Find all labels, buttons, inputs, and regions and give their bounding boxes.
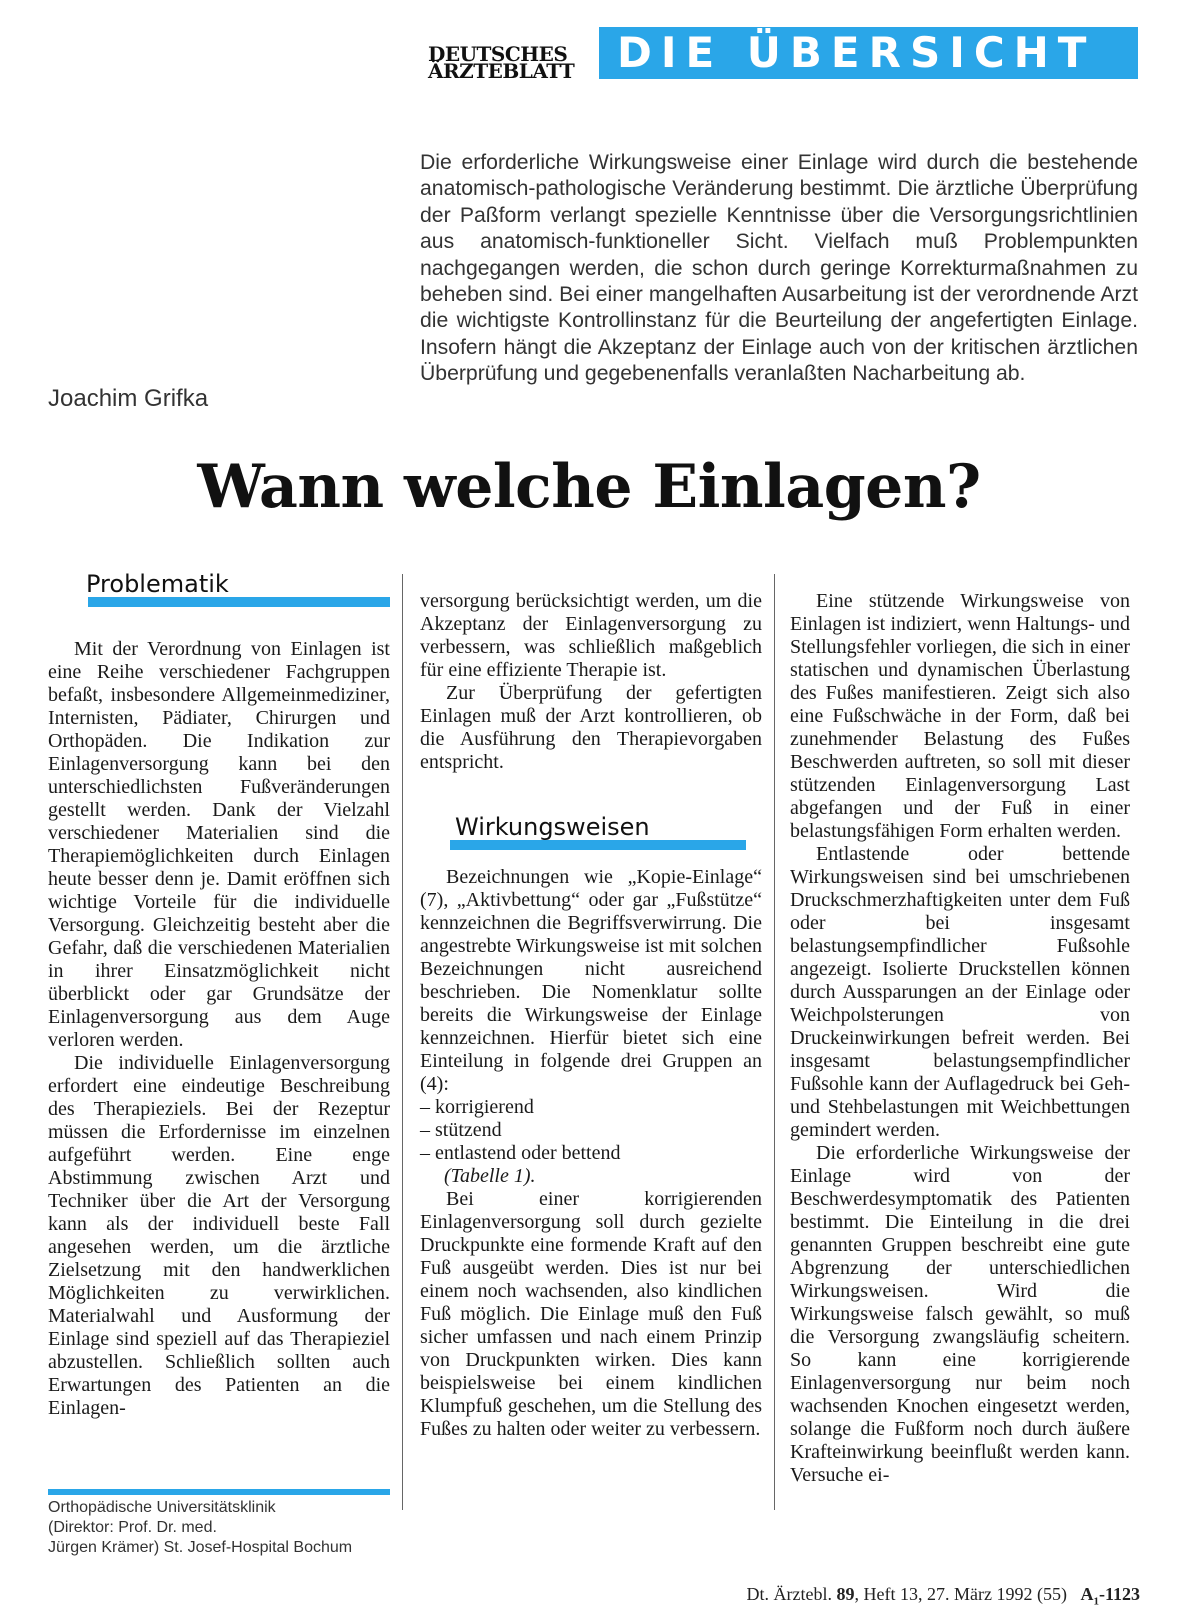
author-name: Joachim Grifka bbox=[48, 385, 209, 412]
footer-volume: 89 bbox=[836, 1584, 855, 1604]
col1-paragraph-1: Mit der Verordnung von Einlagen ist eine Reihe verschiedener Fachgruppen befaßt, insbesondere Allgemeinmediziner, Internisten, Pädiater, Chirurgen und Orthopäden. Die Indikation zur Einlagenversorgung kann bei den unterschiedlichsten Fußveränderungen gestellt werden. Dank der Vielzahl verschiedener Materialien sind die Therapiemöglichkeiten durch Einlagen heute besser denn je. Damit eröffnen sich wichtige Vorteile für die individuelle Versorgung. Gleichzeitig besteht aber die Gefahr, daß die verschiedenen Materialien in ihrer Einsatzmöglichkeit nicht überblickt oder gar Grundsätze der Einlagenversorgung aus dem Auge verloren werden. bbox=[48, 638, 390, 1051]
journal-logo bbox=[428, 42, 588, 83]
author-affiliation bbox=[48, 1498, 408, 1558]
col3-paragraph-1: Eine stützende Wirkungsweise von Einlagen ist indiziert, wenn Haltungs- und Stellungsfehler vorliegen, die sich in einer statischen und dynamischen Überlastung des Fußes manifestieren. Zeigt sich also eine Fußschwäche in der Form, daß bei zunehmender Belastung des Fußes Beschwerden auftreten, so soll mit dieser stützenden Einlagenversorgung Last abgefangen und der Fuß in einer belastungsfähigen Form erhalten werden. bbox=[790, 590, 1130, 842]
problematik-heading: Problematik bbox=[86, 570, 229, 598]
footer-page-number: $A_1-1123$ bbox=[1080, 1584, 1140, 1608]
footer-journal: Dt. Ärztebl. bbox=[746, 1584, 833, 1604]
col3-paragraph-2: Entlastende oder bettende Wirkungsweisen sind bei umschriebenen Druckschmerzhaftigkeiten unter dem Fuß oder bei insgesamt belastungsempfindlicher Fußsohle angezeigt. Isolierte Druckstellen können durch Aussparungen an der Einlage oder Weichpolsterungen von Druckeinwirkungen befreit werden. Bei insgesamt belastungsempfindlicher Fußsohle kann der Auflagedruck bei Geh- und Stehbelastungen mit Weichbettungen gemindert werden. bbox=[790, 843, 1130, 1141]
col2-paragraph-3: Bezeichnungen wie „Kopie-Einlage“ (7), „Aktivbettung“ oder gar „Fußstütze“ kennzeichnen die Begriffsverwirrung. Die angestrebte Wirkungsweise ist mit solchen Bezeichnungen nicht ausreichend beschrieben. Die Nomenklatur sollte bereits die Wirkungsweise der Einlage kennzeichnen. Hierfür bietet sich eine Einteilung in folgende drei Gruppen an (4): bbox=[420, 866, 762, 1095]
list-item-entlastend: – entlastend oder bettend bbox=[420, 1142, 621, 1164]
table-reference: (Tabelle 1). bbox=[444, 1165, 536, 1187]
abstract-text: Die erforderliche Wirkungsweise einer Einlage wird durch die bestehende anatomisch-pathologische Veränderung bestimmt. Die ärztliche Überprüfung der Paßform verlangt spezielle Kenntnisse über die Versorgungsrichtlinien aus anatomisch-funktioneller Sicht. Vielfach muß Problempunkten nachgegangen werden, die schon durch geringe Korrekturmaßnahmen zu beheben sind. Bei einer mangelhaften Ausarbeitung ist der verordnende Arzt die wichtigste Kontrollinstanz für die Beurteilung der angefertigten Einlage. Insofern hängt die Akzeptanz der Einlage auch von der kritischen ärztlichen Überprüfung und gegebenenfalls veranlaßten Nacharbeitung ab. bbox=[420, 151, 1138, 386]
footer-issue-date: , Heft 13, 27. März 1992 (55) bbox=[854, 1584, 1067, 1604]
section-banner-label: DIE ÜBERSICHT bbox=[617, 28, 1096, 77]
col2-paragraph-1: versorgung berücksichtigt werden, um die Akzeptanz der Einlagenversorgung zu verbessern, was schließlich maßgeblich für eine effiziente Therapie ist. bbox=[420, 590, 762, 681]
column-divider-2 bbox=[774, 574, 775, 1510]
text-column-2 bbox=[420, 590, 762, 1441]
problematik-heading-bar bbox=[88, 597, 390, 607]
page-footer bbox=[620, 1584, 1140, 1608]
list-item-stuetzend: – stützend bbox=[420, 1119, 502, 1141]
column-divider-1 bbox=[402, 574, 403, 1510]
col3-paragraph-3: Die erforderliche Wirkungsweise der Einlage wird von der Beschwerdesymptomatik des Patienten bestimmt. Die Einteilung in die drei genannten Gruppen beschreibt eine gute Abgrenzung der unterschiedlichen Wirkungsweisen. Wird die Wirkungsweise falsch gewählt, so muß die Versorgung zwangsläufig scheitern. So kann eine korrigierende Einlagenversorgung nur beim noch wachsenden Knochen eingesetzt werden, solange die Fußform noch durch äußere Krafteinwirkung beeinflußt werden kann. Versuche ei- bbox=[790, 1142, 1130, 1486]
affiliation-line-1: Orthopädische Universitätsklinik bbox=[48, 1499, 276, 1516]
col2-paragraph-2: Zur Überprüfung der gefertigten Einlagen muß der Arzt kontrollieren, ob die Ausführung den Therapievorgaben entspricht. bbox=[420, 682, 762, 773]
section-banner bbox=[599, 27, 1138, 79]
logo-line-2: ÄRZTEBLATT bbox=[428, 59, 575, 83]
wirkungsweisen-heading-bar bbox=[450, 840, 746, 850]
col1-paragraph-2: Die individuelle Einlagenversorgung erfordert eine eindeutige Beschreibung des Therapieziels. Bei der Rezeptur müssen die Erfordernisse im einzelnen aufgeführt werden. Eine enge Abstimmung zwischen Arzt und Techniker über die Art der Versorgung kann als der individuell beste Fall angesehen werden, um die ärztliche Zielsetzung mit den handwerklichen Möglichkeiten zu verwirklichen. Materialwahl und Ausformung der Einlage sind speziell auf das Therapieziel abzustellen. Schließlich sollten auch Erwartungen des Patienten an die Einlagen- bbox=[48, 1052, 390, 1419]
logo-line-1: DEUTSCHES bbox=[428, 42, 568, 66]
text-column-1 bbox=[48, 638, 390, 1420]
article-headline: Wann welche Einlagen? bbox=[197, 452, 981, 522]
list-item-korrigierend: – korrigierend bbox=[420, 1096, 534, 1118]
affiliation-bar bbox=[48, 1489, 390, 1495]
text-column-3 bbox=[790, 590, 1130, 1487]
wirkungsweisen-heading: Wirkungsweisen bbox=[455, 813, 650, 841]
col2-paragraph-4: Bei einer korrigierenden Einlagenversorgung soll durch gezielte Druckpunkte eine formende Kraft auf den Fuß ausgeübt werden. Dies ist nur bei einem noch wachsenden, also kindlichen Fuß möglich. Die Einlage muß den Fuß sicher umfassen und nach einem Prinzip von Druckpunkten wirken. Dies kann beispielsweise bei einem kindlichen Klumpfuß geschehen, um die Stellung des Fußes zu halten oder weiter zu verbessern. bbox=[420, 1188, 762, 1440]
affiliation-line-3: Jürgen Krämer) St. Josef-Hospital Bochum bbox=[48, 1539, 353, 1556]
affiliation-line-2: (Direktor: Prof. Dr. med. bbox=[48, 1519, 217, 1536]
